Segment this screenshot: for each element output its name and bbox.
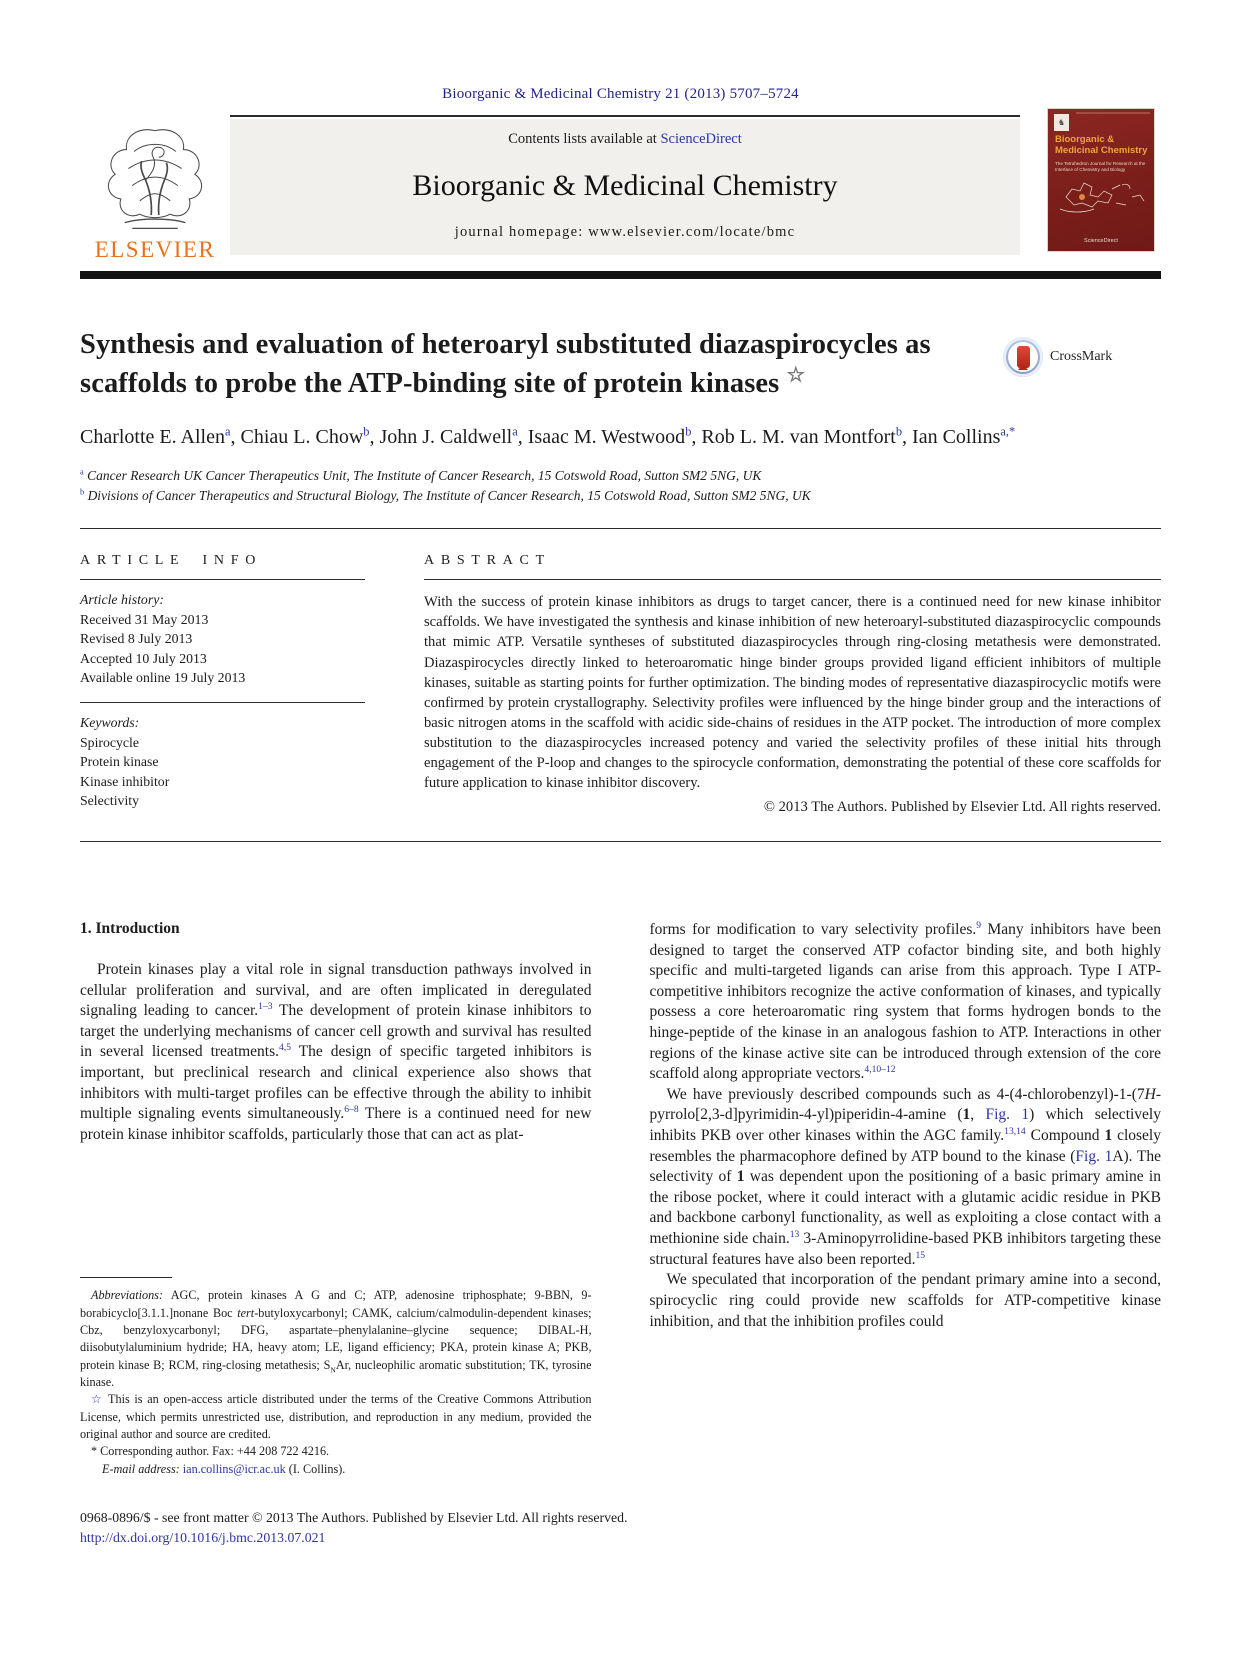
reference-link[interactable]: b [363,424,370,438]
body-right-column [650,920,1162,1478]
text-segment: We speculated that incorporation of the pendant primary amine into a second, spirocyclic ring could provide new scaffolds for ATP-competitive kinase inhibition, and that the inhibition profiles could [649,1271,1161,1330]
text-segment: (I. Collins). [285,1461,346,1476]
text-segment: This is an open-access article distributed under the terms of the Creative Commons Attribution License, which permits unrestricted use, distribution, and reproduction in any medium, provided the original author and source are credited. [80,1392,592,1441]
text-segment: was dependent upon the positioning of a basic primary amine in the ribose pocket, where it could interact with a glutamic acidic residue in PKB and backbone carbonyl functionality, as well as exploiting a close contact with a methionine side chain. [649,1168,1161,1248]
journal-cover-thumbnail [1048,109,1154,251]
journal-header [80,115,1161,279]
cover-subtitle: The Tetrahedron Journal for Research at the Interface of Chemistry and Biology [1055,161,1146,172]
inline-link[interactable]: Fig. 1 [1075,1147,1113,1165]
reference-link[interactable]: 15 [915,1249,926,1261]
crossmark-label: CrossMark [1050,349,1113,364]
cover-title: Bioorganic & Medicinal Chemistry [1055,134,1148,156]
elsevier-tree-icon [96,123,214,235]
text-segment: , Chiau L. Chow [230,425,364,448]
keyword-item: Protein kinase [80,754,159,770]
text-segment: Synthesis and evaluation of heteroaryl substituted diazaspirocycles as scaffolds to probe the ATP-binding site of protein kinases [80,329,931,400]
text-segment: , Ian Collins [902,425,1001,448]
header-top-rule [230,115,1020,117]
issn-line: 0968-0896/$ - see front matter © 2013 The Authors. Published by Elsevier Ltd. All rights reserved. [80,1509,628,1525]
header-black-bar [80,271,1161,279]
affiliation-b [80,486,1161,506]
body-left-column [80,920,592,1478]
text-segment: 3-Aminopyrrolidine-based PKB inhibitors targeting these structural features have also been reported. [649,1230,1161,1268]
superscript: ☆ [786,364,806,387]
reference-link[interactable]: a,* [1000,424,1016,438]
reference-link[interactable]: 4,10–12 [864,1064,896,1076]
text-segment: , Rob L. M. van Montfort [691,425,896,448]
reference-link[interactable]: a [224,424,231,438]
reference-link[interactable]: a [80,467,84,477]
text-segment: Many inhibitors have been designed to target the conserved ATP cofactor binding site, and both highly specific and multi-targeted ligands can arise from this approach. Type I ATP-competitive inhibitors recognize the active conformation of kinases, and typically possess a core heteroaromatic ring system that forms hydrogen bonds to the hinge-peptide of the kinase in an analogous fashion to ATP. Interactions in other regions of the kinase active site can be introduced through extension of the core scaffold along appropriate vectors. [649,920,1161,1083]
reference-link[interactable]: b [80,487,85,497]
journal-banner [230,119,1020,255]
text-segment: Compound [1025,1127,1105,1145]
text-segment: The design of specific targeted inhibitors is important, but preclinical research and clinical experience also shows that inhibitors with multi-target profiles can be effective through the ability to inhibit multiple signaling events simultaneously. [80,1043,592,1123]
elsevier-wordmark: ELSEVIER [94,237,216,262]
text-segment: -pyrrolo[2,3-d]pyrimidin-4-yl)piperidin-4-amine ( [649,1085,1161,1124]
subscript: N [330,1365,336,1375]
cover-footer-text: ScienceDirect [1084,238,1118,244]
body-paragraph [650,1270,1162,1332]
article-history-item: Available online 19 July 2013 [80,670,246,686]
article-history-block [80,580,382,702]
authors-line [80,422,1080,452]
text-segment: Divisions of Cancer Therapeutics and Structural Biology, The Institute of Cancer Research, 15 Cotswold Road, Sutton SM2 5NG, UK [84,487,811,503]
keywords-block [80,703,382,825]
article-info-heading: ARTICLE INFO [80,553,263,569]
text-segment: ) which selectively inhibits PKB over other kinases within the AGC family. [649,1106,1161,1145]
article-history-item: Accepted 10 July 2013 [80,650,207,666]
abstract-heading: ABSTRACT [424,553,551,569]
keywords-list [80,733,382,811]
reference-link[interactable]: b [685,424,692,438]
doi-link[interactable]: http://dx.doi.org/10.1016/j.bmc.2013.07.021 [80,1529,326,1545]
text-segment: We have previously described compounds such as 4-(4-chlorobenzyl)-1-(7 [666,1085,1145,1103]
text-segment: 1 [736,1168,745,1186]
keyword-item: Kinase inhibitor [80,773,170,789]
article-history-label: Article history: [80,592,164,608]
rule-below-abstract [80,841,1161,842]
text-segment: E-mail address: [102,1461,180,1476]
text-segment: 1 [1104,1127,1113,1145]
journal-cover-column [1036,115,1161,263]
text-segment: Abbreviations: [91,1288,163,1303]
reference-link[interactable]: 13,14 [1004,1125,1026,1137]
elsevier-logo [80,115,230,263]
reference-link[interactable]: a [512,424,518,438]
crossmark-icon [1003,337,1043,377]
reference-link[interactable]: 4,5 [279,1042,292,1054]
text-segment: Protein kinases play a vital role in signal transduction pathways involved in cellular proliferation and survival, and are often implicated in deregulated signaling leading to cancer. [80,960,592,1020]
abstract-column [424,529,1161,825]
journal-homepage-link[interactable]: journal homepage: www.elsevier.com/locate/bmc [454,224,796,240]
text-segment: A). The selectivity of [649,1147,1161,1186]
text-segment: The development of protein kinase inhibitors to target the underlying mechanisms of cancer cell growth and survival has resulted in several licensed treatments. [80,1002,592,1061]
text-segment: , Isaac M. Westwood [517,425,686,448]
affiliation-a [80,466,1161,486]
footnotes-block [80,1277,592,1478]
text-segment: H [1144,1085,1156,1103]
crossmark-badge[interactable] [1003,337,1112,377]
cover-top-rule [1076,112,1150,114]
text-segment: , [970,1106,986,1124]
reference-link[interactable]: 6–8 [344,1104,359,1116]
text-segment: , John J. Caldwell [369,425,513,448]
sciencedirect-link[interactable]: ScienceDirect [660,131,742,147]
abstract-text: With the success of protein kinase inhibitors as drugs to target cancer, there is a continued need for new kinase inhibitor scaffolds. We have investigated the synthesis and kinase inhibition of new heteroaryl-substituted diazaspirocyclic compounds that mimic ATP. Versatile syntheses of substituted diazaspirocycles through ring-closing metathesis were demonstrated. Diazaspirocycles directly linked to heteroaromatic hinge binder groups provided ligand efficient inhibitors of multiple kinases, suitable as starting points for further optimization. The binding modes of representative diazaspirocyclic motifs were confirmed by protein crystallography. Selectivity profiles were influenced by the hinge binder group and the interactions of basic nitrogen atoms in the scaffold with acidic side-chains of residues in the ATP pocket. The introduction of more complex substitution to the diazaspirocycles increased potency and varied the selectivity profiles of these initial hits through engagement of the P-loop and changes to the spirocycle conformation, demonstrating the potential of these core scaffolds for future application to kinase inhibitor discovery. [424,594,1161,792]
article-title [80,325,985,404]
text-segment: closely resembles the pharmacophore defined by ATP bound to the kinase ( [649,1127,1161,1165]
text-segment: -butyloxycarbonyl; CAMK, calcium/calmodulin-dependent kinases; Cbz, benzyloxycarbonyl; DFG, aspartate–phenylalanine–glycine sequence; DIBAL-H, diisobutylaluminium hydride; HA, heavy atom; LE, ligand efficiency; PKA, protein kinase A; PKB, protein kinase B; RCM, ring-closing metathesis; S [80,1305,592,1372]
corresponding-author-note [80,1443,592,1460]
text-segment: tert [237,1305,255,1320]
reference-link[interactable]: 1–3 [258,1001,273,1012]
body-paragraph [650,1085,1162,1270]
open-access-note [80,1391,592,1443]
text-segment: 1 [962,1106,971,1124]
reference-link[interactable]: b [895,424,903,438]
text-segment: Charlotte E. Allen [80,425,225,448]
abbreviations-note [80,1287,592,1391]
text-segment: AGC, protein kinases A G and C; ATP, adenosine triphosphate; 9-BBN, 9-borabicyclo[3.1.1.]nonane Boc [80,1288,592,1320]
email-note [80,1461,592,1478]
keyword-item: Spirocycle [80,734,140,750]
contents-line [240,131,1010,148]
keyword-item: Selectivity [80,793,140,809]
footnote-divider [80,1277,172,1278]
cover-chemistry-art-icon [1052,175,1150,221]
text-segment: Cancer Research UK Cancer Therapeutics Unit, The Institute of Cancer Research, 15 Cotswold Road, Sutton SM2 5NG, UK [83,467,762,483]
intro-heading: 1. Introduction [80,919,180,937]
page-footer [80,1508,1161,1548]
article-history-list [80,610,382,688]
article-history-item: Revised 8 July 2013 [80,631,193,647]
inline-link[interactable]: Fig. 1 [985,1106,1030,1124]
inline-link[interactable]: ☆ [91,1392,104,1407]
cover-logo-icon: ♞ [1054,114,1069,131]
body-paragraph [650,920,1162,1085]
reference-link[interactable]: 13 [789,1228,800,1240]
text-segment: * Corresponding author. Fax: +44 208 722 4216. [91,1444,330,1459]
article-info-column [80,529,382,825]
journal-citation-line: Bioorganic & Medicinal Chemistry 21 (2013) 5707–5724 [442,86,799,102]
text-segment: Ar, nucleophilic aromatic substitution; TK, tyrosine kinase. [80,1357,592,1389]
journal-banner-title: Bioorganic & Medicinal Chemistry [412,169,838,202]
article-history-item: Received 31 May 2013 [80,611,209,627]
text-segment: forms for modification to vary selectivity profiles. [649,920,977,938]
inline-link[interactable]: ian.collins@icr.ac.uk [182,1461,286,1476]
keywords-label: Keywords: [80,715,140,731]
text-segment: There is a continued need for new protein kinase inhibitor scaffolds, particularly those that can act as plat- [80,1105,592,1143]
contents-prefix: Contents lists available at [508,131,661,147]
copyright-line: © 2013 The Authors. Published by Elsevier Ltd. All rights reserved. [763,799,1161,816]
reference-link[interactable]: 9 [976,919,982,931]
affiliations [80,466,1161,507]
intro-paragraph [80,960,592,1145]
